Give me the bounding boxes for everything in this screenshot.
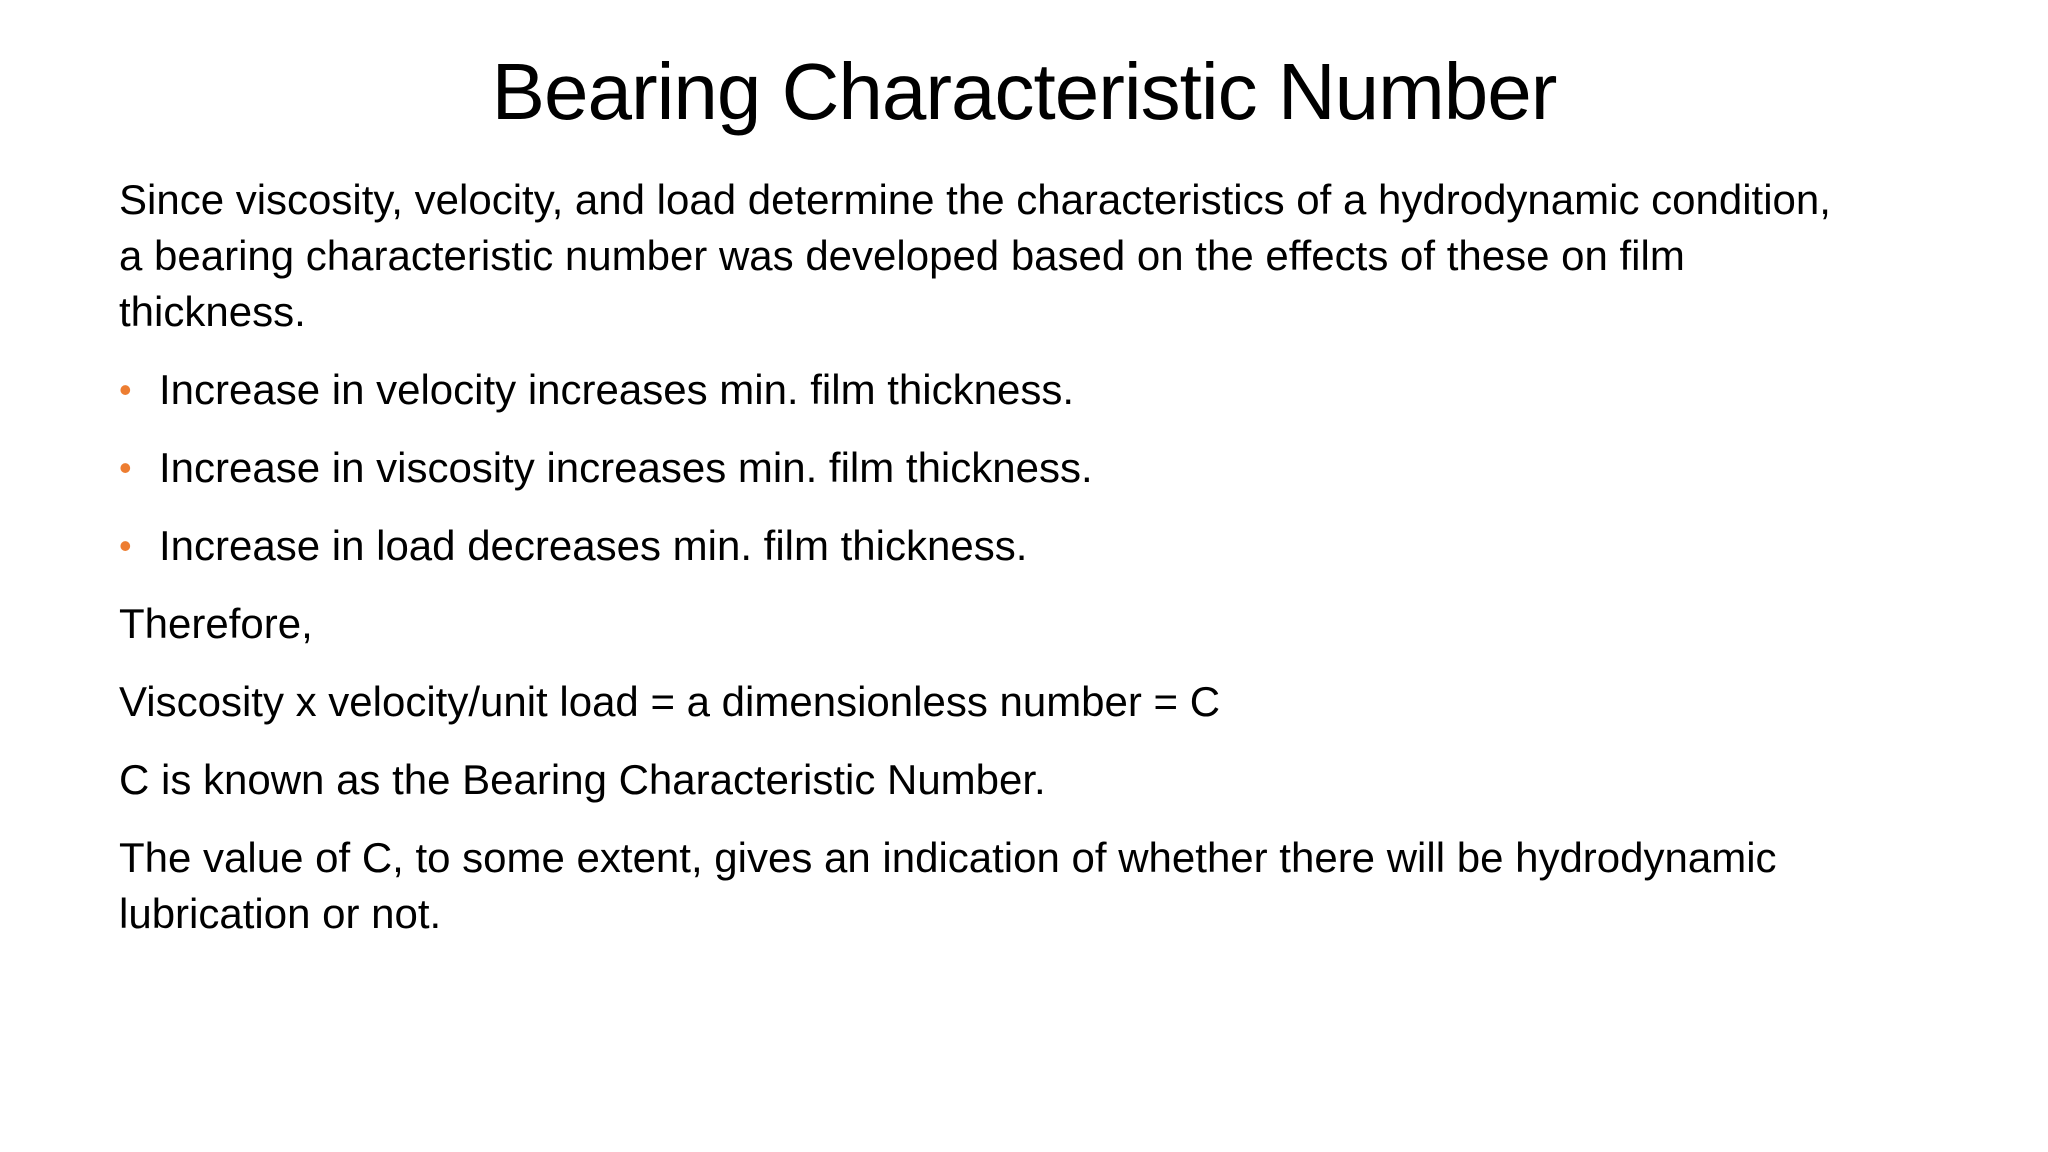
conclusion-text: The value of C, to some extent, gives an indication of whether there will be hydrodynamic lubrication or not. [119, 834, 1777, 937]
definition-text: C is known as the Bearing Characteristic Number. [119, 756, 1046, 803]
bullet-text: Increase in load decreases min. film thickness. [159, 522, 1028, 569]
slide-body [119, 172, 1859, 964]
slide-title: Bearing Characteristic Number [491, 47, 1557, 136]
therefore-text: Therefore, [119, 600, 313, 647]
bullet-dot-icon: • [119, 525, 132, 566]
bullet-text: Increase in velocity increases min. film thickness. [159, 366, 1074, 413]
bullet-dot-icon: • [119, 447, 132, 488]
formula-text: Viscosity x velocity/unit load = a dimensionless number = C [119, 678, 1221, 725]
bullet-dot-icon: • [119, 369, 132, 410]
bullet-item [119, 518, 1859, 574]
bullet-text: Increase in viscosity increases min. film thickness. [159, 444, 1093, 491]
bullet-item [119, 362, 1859, 418]
intro-paragraph: Since viscosity, velocity, and load determine the characteristics of a hydrodynamic condition, a bearing characteristic number was developed based on the effects of these on film thickness. [119, 176, 1831, 335]
bullet-item [119, 440, 1859, 496]
